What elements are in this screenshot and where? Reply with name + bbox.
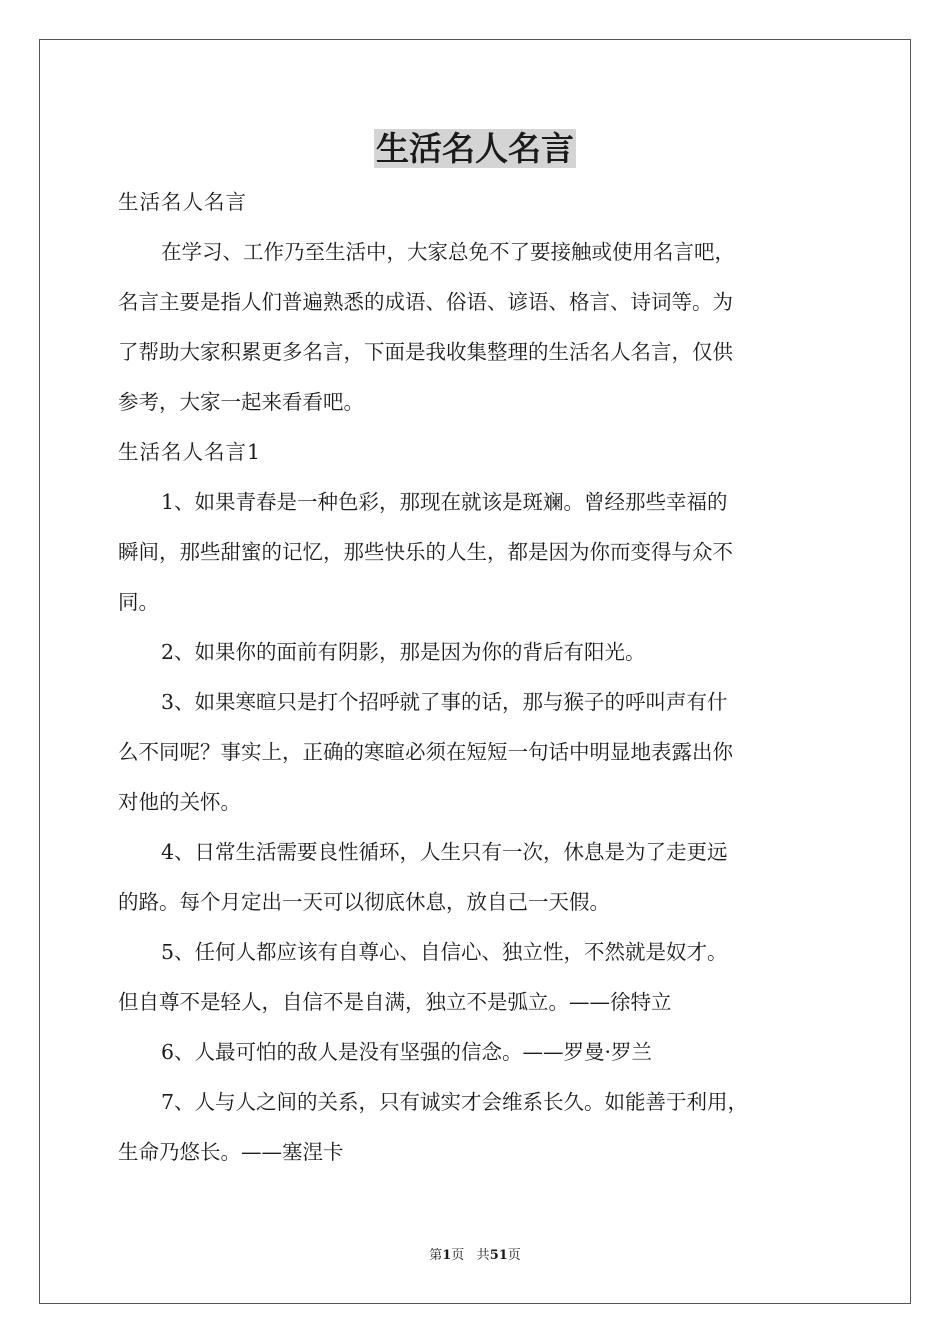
quote-line: 6、人最可怕的敌人是没有坚强的信念。——罗曼·罗兰 xyxy=(161,1040,653,1064)
total-pages: 51 xyxy=(489,1248,508,1263)
document-body xyxy=(118,178,836,1178)
quote-1 xyxy=(118,478,836,628)
quote-7 xyxy=(118,1078,836,1178)
intro-line: 了帮助大家积累更多名言，下面是我收集整理的生活名人名言，仅供 xyxy=(118,340,733,364)
quote-6 xyxy=(118,1028,836,1078)
quote-4 xyxy=(118,828,836,928)
quote-line: 4、日常生活需要良性循环，人生只有一次，休息是为了走更远 xyxy=(161,840,728,864)
total-label-suffix: 页 xyxy=(507,1248,521,1263)
intro-line: 名言主要是指人们普遍熟悉的成语、俗语、谚语、格言、诗词等。为 xyxy=(118,290,733,314)
quote-line: 3、如果寒暄只是打个招呼就了事的话，那与猴子的呼叫声有什 xyxy=(161,690,728,714)
quote-line: 7、人与人之间的关系，只有诚实才会维系长久。如能善于利用， xyxy=(161,1090,749,1114)
quote-line: 5、任何人都应该有自尊心、自信心、独立性，不然就是奴才。 xyxy=(161,940,728,964)
document-title-text: 生活名人名言 xyxy=(376,129,574,168)
document-subtitle: 生活名人名言 xyxy=(118,190,247,214)
quote-line: 生命乃悠长。——塞涅卡 xyxy=(118,1140,344,1164)
quote-line: 对他的关怀。 xyxy=(118,790,241,814)
page-footer xyxy=(0,1247,950,1265)
page-label-prefix: 第 xyxy=(429,1248,443,1263)
quote-2 xyxy=(118,628,836,678)
quote-line: 1、如果青春是一种色彩，那现在就该是斑斓。曾经那些幸福的 xyxy=(161,490,728,514)
intro-paragraph xyxy=(118,228,836,428)
quote-line: 瞬间，那些甜蜜的记忆，那些快乐的人生，都是因为你而变得与众不 xyxy=(118,540,733,564)
quote-3 xyxy=(118,678,836,828)
quote-line: 2、如果你的面前有阴影，那是因为你的背后有阳光。 xyxy=(161,640,646,664)
page-label-suffix: 页 xyxy=(451,1248,465,1263)
intro-line: 参考，大家一起来看看吧。 xyxy=(118,390,364,414)
total-label-prefix: 共 xyxy=(476,1248,490,1263)
quote-line: 么不同呢？事实上，正确的寒暄必须在短短一句话中明显地表露出你 xyxy=(118,740,733,764)
intro-line: 在学习、工作乃至生活中，大家总免不了要接触或使用名言吧， xyxy=(161,240,735,264)
quote-5 xyxy=(118,928,836,1028)
quote-line: 的路。每个月定出一天可以彻底休息，放自己一天假。 xyxy=(118,890,610,914)
quote-line: 同。 xyxy=(118,590,159,614)
section-heading: 生活名人名言1 xyxy=(118,440,262,464)
document-title xyxy=(0,127,950,171)
quote-line: 但自尊不是轻人，自信不是自满，独立不是弧立。——徐特立 xyxy=(118,990,672,1014)
page-number: 1 xyxy=(442,1248,452,1263)
